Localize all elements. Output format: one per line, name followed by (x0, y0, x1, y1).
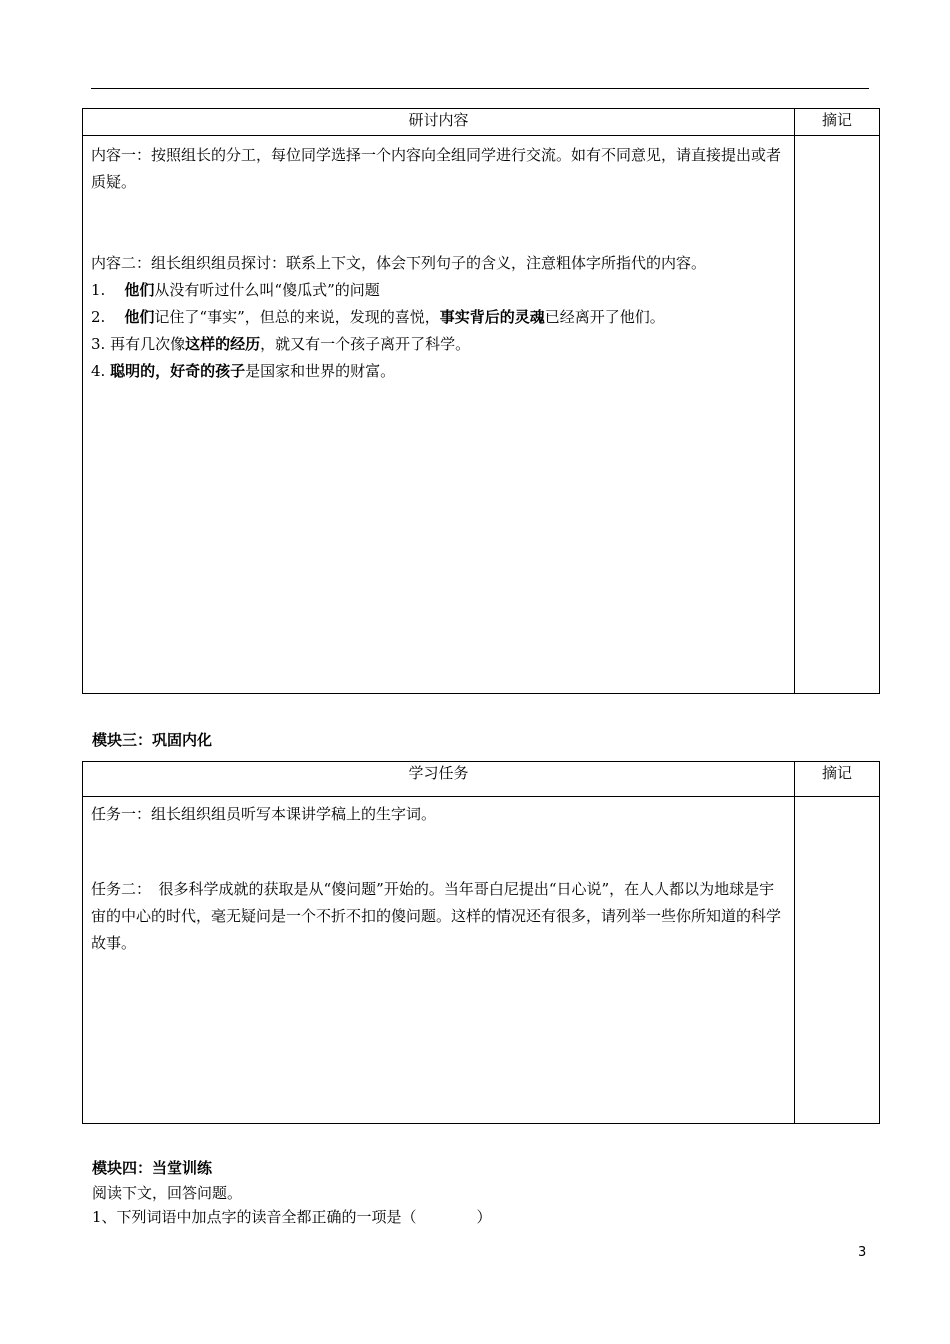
notes-header: 摘记 (795, 109, 880, 136)
section-three-title: 模块三：巩固内化 (92, 731, 213, 749)
question-one: 1、下列词语中加点字的读音全都正确的一项是（ ） (92, 1208, 492, 1226)
task-two: 任务二： 很多科学成就的获取是从“傻问题”开始的。当年哥白尼提出“日心说”，在人人都以为地球是宇宙的中心的时代，毫无疑问是一个不折不扣的傻问题。这样的情况还有很多，请列举一些你所知道的科学故事。 (91, 880, 782, 952)
section-four-title: 模块四：当堂训练 (92, 1159, 213, 1177)
notes-cell (795, 136, 880, 694)
task-header: 学习任务 (83, 762, 795, 797)
notes-header: 摘记 (795, 762, 880, 797)
content-one: 内容一：按照组长的分工，每位同学选择一个内容向全组同学进行交流。如有不同意见，请直接提出或者质疑。 (91, 146, 782, 191)
list-item: 2. 他们记住了“事实”，但总的来说，发现的喜悦，事实背后的灵魂已经离开了他们。 (91, 308, 665, 326)
task-cell (83, 797, 795, 1124)
discussion-table (82, 108, 880, 694)
content-two: 内容二：组长组织组员探讨：联系上下文，体会下列句子的含义，注意粗体字所指代的内容。 (91, 254, 707, 272)
list-item: 3. 再有几次像这样的经历，就又有一个孩子离开了科学。 (91, 335, 471, 353)
list-item: 4. 聪明的，好奇的孩子是国家和世界的财富。 (91, 362, 396, 380)
task-one: 任务一：组长组织组员听写本课讲学稿上的生字词。 (91, 805, 437, 823)
discussion-header: 研讨内容 (83, 109, 795, 136)
instruction-text: 阅读下文，回答问题。 (92, 1184, 243, 1202)
header-rule (91, 88, 869, 89)
discussion-cell (83, 136, 795, 694)
list-item: 1. 他们从没有听过什么叫“傻瓜式”的问题 (91, 281, 380, 299)
page-number: 3 (858, 1245, 867, 1260)
task-table (82, 761, 880, 1124)
notes-cell (795, 797, 880, 1124)
